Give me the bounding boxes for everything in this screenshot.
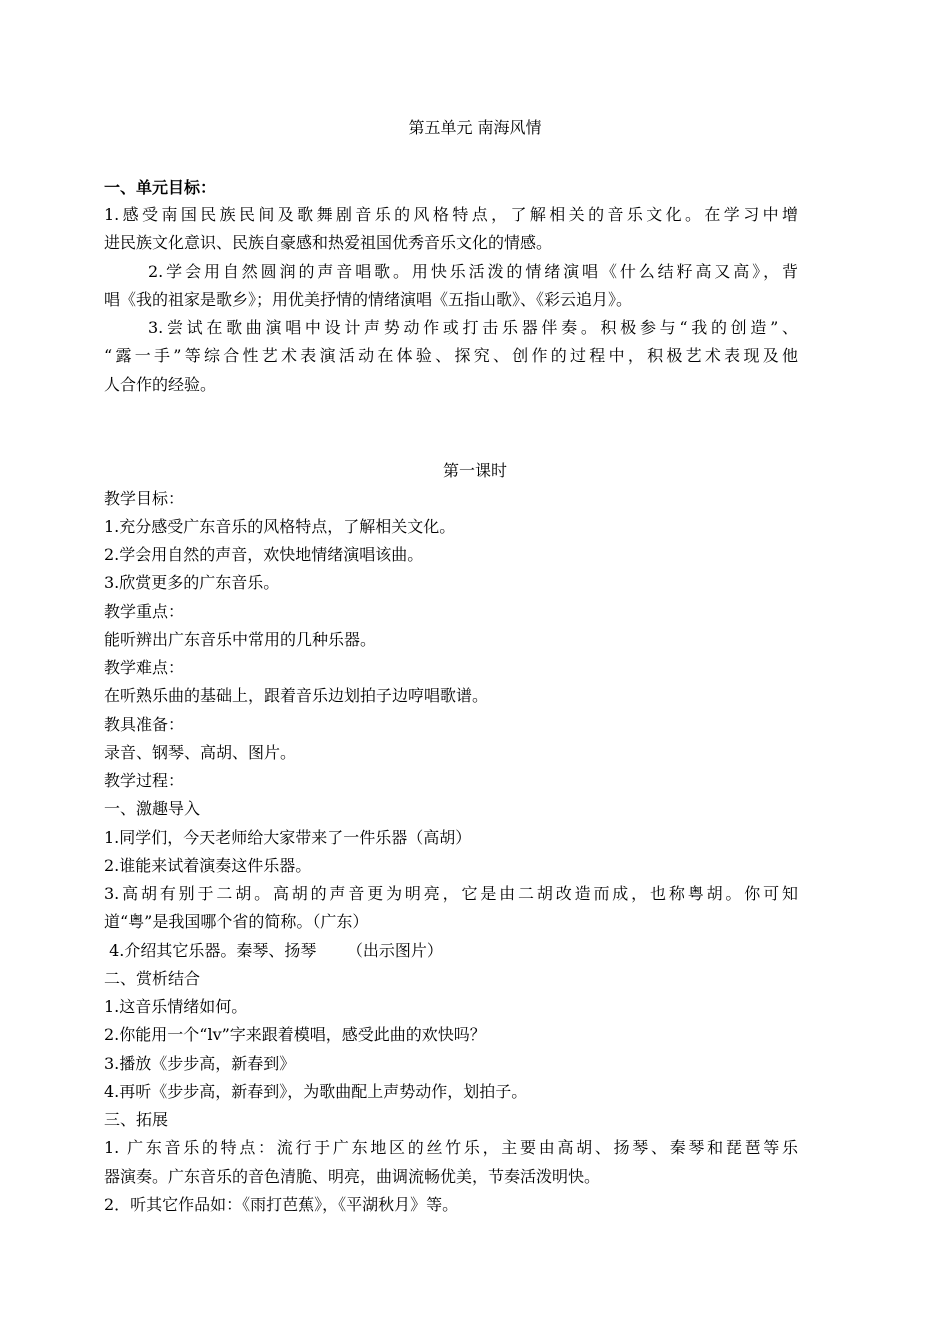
section-2-heading: 二、赏析结合: [104, 969, 201, 988]
section-2-item-3: 3.播放《步步高，新春到》: [104, 1054, 296, 1073]
section-3-item-1-line-2: 器演奏。广东音乐的音色清脆、明亮，曲调流畅优美，节奏活泼明快。: [104, 1167, 601, 1186]
unit-goals-heading: 一、单元目标：: [104, 178, 217, 197]
section-3-item-1-line-1: 1. 广东音乐的特点：流行于广东地区的丝竹乐，主要由高胡、扬琴、秦琴和琵琶等乐: [104, 1138, 798, 1157]
section-1-item-1: 1.同学们，今天老师给大家带来了一件乐器（高胡）: [104, 828, 472, 847]
process-label: 教学过程：: [104, 771, 185, 790]
unit-goal-3-line-3: 人合作的经验。: [104, 375, 217, 394]
key-points-text: 能听辨出广东音乐中常用的几种乐器。: [104, 630, 377, 649]
section-2-item-2: 2.你能用一个“lv”字来跟着模唱，感受此曲的欢快吗？: [104, 1025, 486, 1044]
teaching-goals-label: 教学目标：: [104, 489, 185, 508]
section-2-item-4: 4.再听《步步高，新春到》，为歌曲配上声势动作，划拍子。: [104, 1082, 528, 1101]
teaching-goal-3: 3.欣赏更多的广东音乐。: [104, 573, 280, 592]
section-3-item-2: 2．听其它作品如：《雨打芭蕉》，《平湖秋月》等。: [104, 1195, 459, 1214]
document-title: 第五单元 南海风情: [408, 118, 542, 137]
section-2-item-1: 1.这音乐情绪如何。: [104, 997, 248, 1016]
section-1-item-3-line-1: 3.高胡有别于二胡。高胡的声音更为明亮，它是由二胡改造而成，也称粤胡。你可知: [104, 884, 798, 903]
unit-goal-3-line-2: “露一手”等综合性艺术表演活动在体验、探究、创作的过程中，积极艺术表现及他: [104, 346, 798, 365]
tools-text: 录音、钢琴、高胡、图片。: [104, 743, 297, 762]
unit-goal-3-line-1: 3.尝试在歌曲演唱中设计声势动作或打击乐器伴奏。积极参与“我的创造”、: [148, 318, 798, 337]
key-points-label: 教学重点：: [104, 602, 185, 621]
tools-label: 教具准备：: [104, 715, 185, 734]
unit-goal-2-line-2: 唱《我的祖家是歌乡》；用优美抒情的情绪演唱《五指山歌》、《彩云追月》。: [104, 290, 633, 309]
difficulties-label: 教学难点：: [104, 658, 185, 677]
difficulties-text: 在听熟乐曲的基础上，跟着音乐边划拍子边哼唱歌谱。: [104, 686, 489, 705]
section-3-heading: 三、拓展: [104, 1110, 169, 1129]
unit-goal-1-line-1: 1.感受南国民族民间及歌舞剧音乐的风格特点，了解相关的音乐文化。在学习中增: [104, 205, 798, 224]
section-1-item-4: 4.介绍其它乐器。秦琴、扬琴 （出示图片）: [104, 941, 443, 960]
unit-goal-2-line-1: 2.学会用自然圆润的声音唱歌。用快乐活泼的情绪演唱《什么结籽高又高》，背: [148, 262, 798, 281]
teaching-goal-2: 2.学会用自然的声音，欢快地情绪演唱该曲。: [104, 545, 424, 564]
teaching-goal-1: 1.充分感受广东音乐的风格特点，了解相关文化。: [104, 517, 456, 536]
section-1-heading: 一、激趣导入: [104, 799, 201, 818]
section-1-item-2: 2.谁能来试着演奏这件乐器。: [104, 856, 312, 875]
lesson-title: 第一课时: [442, 461, 507, 480]
section-1-item-3-line-2: 道“粤”是我国哪个省的简称。（广东）: [104, 912, 369, 931]
unit-goal-1-line-2: 进民族文化意识、民族自豪感和热爱祖国优秀音乐文化的情感。: [104, 233, 553, 252]
